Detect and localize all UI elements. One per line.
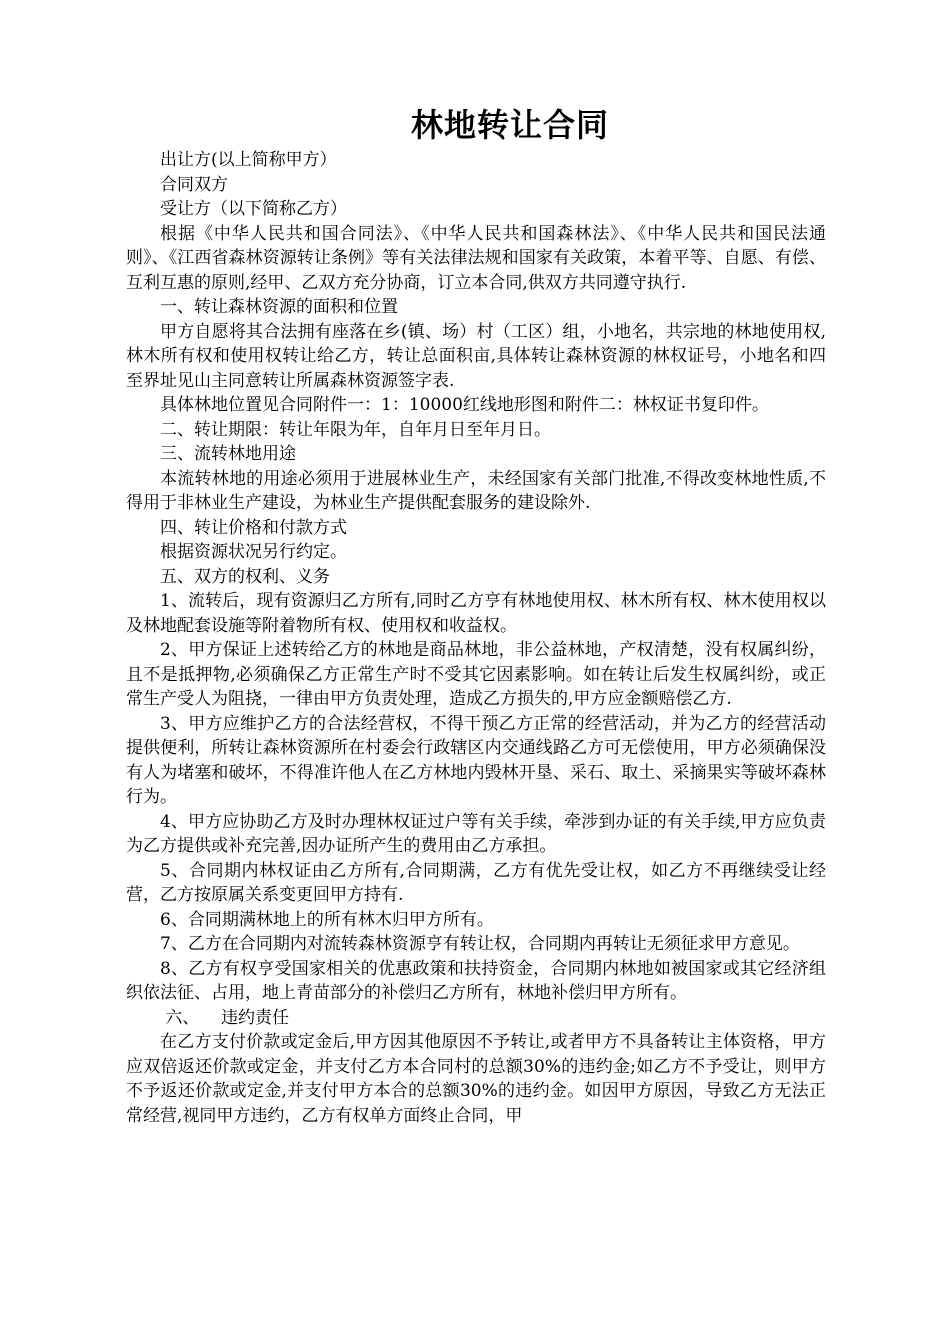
section-heading-2: 二、转让期限：转让年限为年，自年月日至年月日。 <box>160 419 551 440</box>
paragraph-price: 根据资源状况另行约定。 <box>160 542 347 562</box>
clause-item-6: 6、合同期满林地上的所有林木归甲方所有。 <box>160 909 494 930</box>
clause-item-5: 5、合同期内林权证由乙方所有,合同期满，乙方有优先受让权，如乙方不再继续受让经营，乙方按原属关系变更回甲方持有. <box>126 860 826 905</box>
section-heading-3: 三、流转林地用途 <box>160 444 296 464</box>
paragraph-party-b: 受让方（以下简称乙方） <box>160 199 347 219</box>
paragraph-parties: 合同双方 <box>160 174 228 195</box>
paragraph-preamble: 根据《中华人民共和国合同法》、《中华人民共和国森林法》、《中华人民共和国民法通则》、《江西省森林资源转让条例》等有关法律法规和国家有关政策，本着平等、自愿、有偿、互利互惠的原则,经甲、乙双方充分协商，订立本合同,供双方共同遵守执行. <box>126 223 826 293</box>
clause-item-2: 2、甲方保证上述转给乙方的林地是商品林地，非公益林地，产权清楚，没有权属纠纷，且不是抵押物,必须确保乙方正常生产时不受其它因素影响。如在转让后发生权属纠纷，或正常生产受人为阻挠，一律由甲方负责处理，造成乙方损失的,甲方应金额赔偿乙方. <box>126 640 826 709</box>
section-heading-1: 一、转让森林资源的面积和位置 <box>160 297 398 317</box>
section-heading-5: 五、双方的权利、义务 <box>160 566 330 587</box>
paragraph-land-use: 本流转林地的用途必须用于进展林业生产，未经国家有关部门批准,不得改变林地性质,不得用于非林业生产建设，为林业生产提供配套服务的建设除外. <box>126 468 826 513</box>
paragraph-area-location: 甲方自愿将其合法拥有座落在乡(镇、场）村（工区）组，小地名，共宗地的林地使用权,林木所有权和使用权转让给乙方，转让总面积亩,具体转让森林资源的林权证号，小地名和四至界址见山主同意转让所属森林资源签字表. <box>126 321 826 391</box>
clause-item-8: 8、乙方有权亨受国家相关的优惠政策和扶持资金，合同期内林地如被国家或其它经济组织依法征、占用，地上青苗部分的补偿归乙方所有，林地补偿归甲方所有。 <box>126 958 826 1003</box>
document-title: 林地转让合同 <box>410 106 609 144</box>
document-body <box>126 148 826 1128</box>
section-heading-4: 四、转让价格和付款方式 <box>160 517 347 538</box>
paragraph-location-annex: 具体林地位置见合同附件一：1：10000红线地形图和附件二：林权证书复印件。 <box>160 395 769 415</box>
clause-item-7: 7、乙方在合同期内对流转森林资源亨有转让权，合同期内再转让无须征求甲方意见。 <box>160 934 800 954</box>
clause-item-3: 3、甲方应维护乙方的合法经营权，不得干预乙方正常的经营活动，并为乙方的经营活动提供便利，所转让森林资源所在村委会行政辖区内交通线路乙方可无偿使用，甲方必须确保没有人为堵塞和破坏，不得准许他人在乙方林地内毁林开垦、采石、取土、采摘果实等破坏森林行为。 <box>126 713 826 807</box>
paragraph-party-a: 出让方(以上简称甲方） <box>160 150 337 170</box>
clause-item-4: 4、甲方应协助乙方及时办理林权证过户等有关手续，牵涉到办证的有关手续,甲方应负责为乙方提供或补充完善,因办证所产生的费用由乙方承担。 <box>126 811 826 856</box>
section-heading-6: 六、 违约责任 <box>160 1007 290 1028</box>
paragraph-breach: 在乙方支付价款或定金后,甲方因其他原因不予转让,或者甲方不具备转让主体资格，甲方应双倍返还价款或定金，并支付乙方本合同村的总额30%的违约金;如乙方不予受让，则甲方不予返还价款或定金,并支付甲方本合的总额30%的违约金。如因甲方原因，导致乙方无法正常经营,视同甲方违约，乙方有权单方面终止合同，甲 <box>126 1032 826 1126</box>
clause-item-1: 1、流转后，现有资源归乙方所有,同时乙方亨有林地使用权、林木所有权、林木使用权以及林地配套设施等附着物所有权、使用权和收益权。 <box>126 591 826 636</box>
